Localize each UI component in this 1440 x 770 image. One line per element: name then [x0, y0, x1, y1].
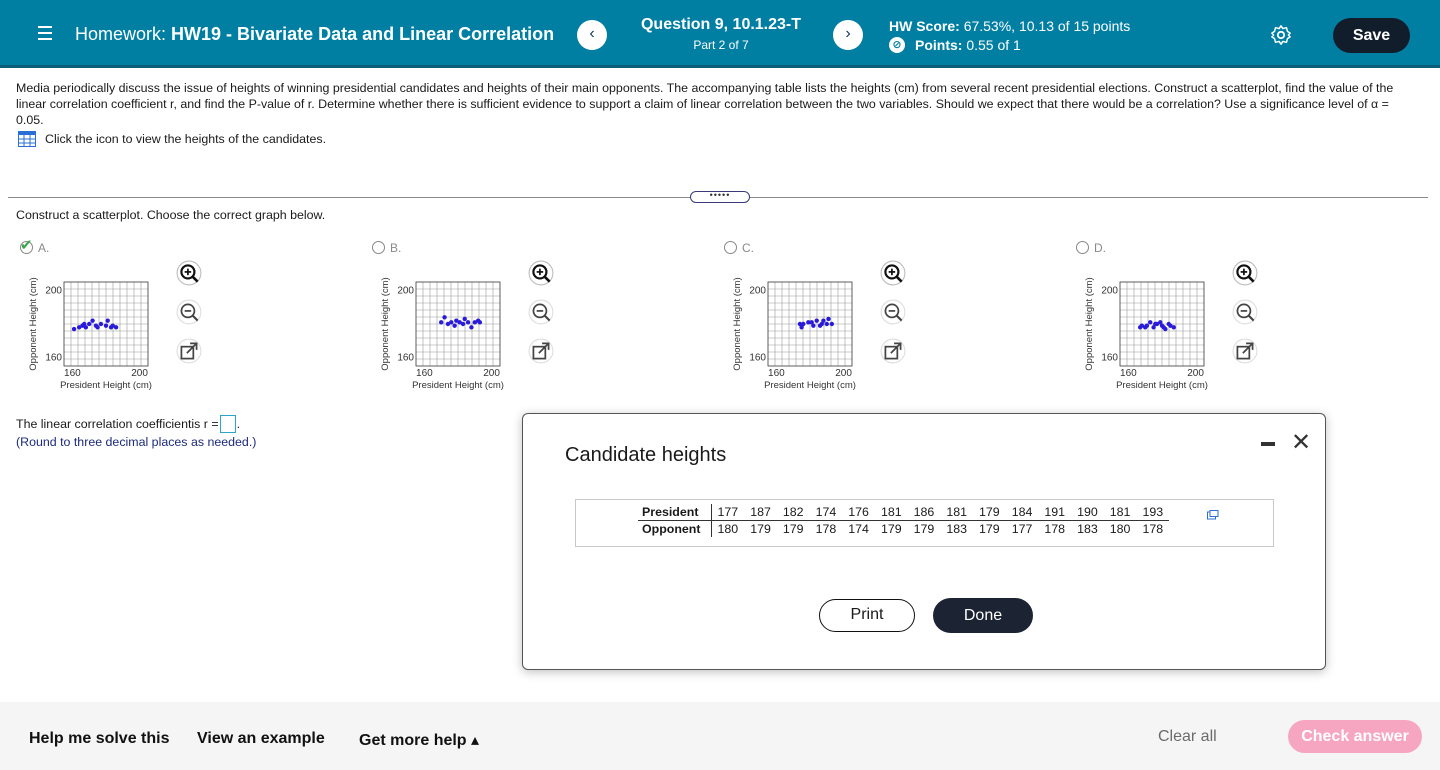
homework-title: [75, 24, 554, 45]
x-tick-label: 200: [483, 368, 500, 379]
zoom-in-icon[interactable]: [176, 260, 202, 286]
plot-tools: [176, 260, 206, 377]
data-point: [1172, 325, 1176, 329]
x-tick-label: 200: [131, 368, 148, 379]
table-cell: 179: [913, 522, 935, 536]
previous-question-button[interactable]: [577, 20, 607, 50]
points-label: Points:: [915, 37, 963, 53]
data-point: [463, 317, 467, 321]
gear-icon[interactable]: [1270, 24, 1292, 46]
table-cell: 178: [815, 522, 837, 536]
option-a[interactable]: [16, 238, 216, 398]
y-tick-label: 160: [45, 352, 62, 364]
top-bar: [0, 0, 1440, 68]
open-external-icon[interactable]: [528, 338, 554, 364]
x-tick-label: 160: [1120, 368, 1137, 379]
option-c[interactable]: [720, 238, 920, 398]
next-question-button[interactable]: [833, 20, 863, 50]
plot-tools: [1232, 260, 1262, 377]
data-point: [95, 325, 99, 329]
hw-score-label: HW Score:: [889, 18, 960, 34]
open-external-icon[interactable]: [880, 338, 906, 364]
data-point: [439, 320, 443, 324]
view-table-text[interactable]: Click the icon to view the heights of the candidates.: [45, 132, 327, 146]
get-more-help-link[interactable]: Get more help ▴: [359, 732, 480, 749]
data-point: [72, 327, 76, 331]
table-cell: 184: [1006, 504, 1039, 521]
table-cell: 183: [946, 522, 967, 536]
data-point: [99, 322, 103, 326]
president-row: [638, 504, 1169, 521]
x-tick-label: 160: [416, 368, 433, 379]
data-point: [826, 317, 830, 321]
x-axis-label: President Height (cm): [412, 380, 504, 391]
homework-name: HW19 - Bivariate Data and Linear Correlation: [171, 24, 555, 44]
y-tick-label: 200: [397, 285, 414, 297]
opponent-label: Opponent: [638, 521, 711, 538]
close-icon[interactable]: ✕: [1291, 429, 1312, 456]
data-point: [1148, 320, 1152, 324]
table-cell: 178: [1044, 522, 1066, 536]
r-suffix: .: [236, 417, 241, 431]
opponent-row: [638, 521, 1169, 538]
data-point: [461, 322, 465, 326]
y-axis-label: Opponent Height (cm): [380, 277, 391, 371]
open-external-icon[interactable]: [176, 338, 202, 364]
option-d[interactable]: [1072, 238, 1272, 398]
hw-score-value: 67.53%, 10.13 of 15 points: [963, 18, 1131, 34]
plot-tools: [528, 260, 558, 377]
data-point: [801, 322, 805, 326]
chevron-left-icon: ‹: [589, 25, 595, 42]
table-cell: 193: [1136, 504, 1169, 521]
table-cell: 176: [842, 504, 875, 521]
table-cell: 186: [908, 504, 941, 521]
data-point: [821, 318, 825, 322]
table-cell: 177: [711, 504, 744, 521]
table-cell: 179: [979, 522, 1000, 536]
x-tick-label: 200: [1187, 368, 1204, 379]
table-cell: 180: [717, 522, 739, 536]
table-cell: 182: [777, 504, 810, 521]
minimize-icon[interactable]: [1261, 442, 1275, 446]
table-cell: 180: [1109, 522, 1131, 536]
r-answer-line: [16, 415, 240, 433]
zoom-out-icon[interactable]: [528, 299, 554, 325]
done-button[interactable]: Done: [933, 598, 1033, 633]
data-point: [442, 315, 446, 319]
table-cell: 174: [810, 504, 843, 521]
zoom-out-icon[interactable]: [1232, 299, 1258, 325]
footer-bar: [0, 702, 1440, 770]
scatterplot: [720, 260, 870, 395]
y-tick-label: 160: [397, 352, 414, 364]
data-point: [114, 325, 118, 329]
question-part: Part 2 of 7: [693, 38, 749, 52]
x-axis-label: President Height (cm): [60, 380, 152, 391]
question-text: Media periodically discuss the issue of heights of winning presidential candidates and heights of their main opponents. The accompanying table lists the heights (cm) from several recent presidential elections. Construct a scatterplot, find the value of the linear correlation coefficient r, and find the P-value of r. Determine whether there is sufficient evidence to support a claim of linear correlation between the two variables. Should we expect that there would be a correlation? Use a significance level of α = 0.05.: [16, 81, 1394, 127]
help-me-solve-link[interactable]: Help me solve this: [29, 730, 170, 747]
plot-tools: [880, 260, 910, 377]
data-point: [478, 320, 482, 324]
view-table-link[interactable]: [18, 131, 326, 147]
data-point: [87, 322, 91, 326]
data-point: [90, 318, 94, 322]
table-cell: 187: [744, 504, 777, 521]
data-point: [449, 320, 453, 324]
option-b[interactable]: [368, 238, 568, 398]
zoom-in-icon[interactable]: [528, 260, 554, 286]
zoom-out-icon[interactable]: [176, 299, 202, 325]
option-label: A.: [38, 241, 50, 255]
president-label: President: [638, 504, 711, 521]
y-axis-label: Opponent Height (cm): [732, 277, 743, 371]
view-example-link[interactable]: View an example: [197, 730, 325, 747]
scatterplot: [16, 260, 166, 395]
r-input[interactable]: [220, 415, 236, 433]
table-cell: 191: [1038, 504, 1071, 521]
question-info: [632, 16, 810, 52]
resize-handle[interactable]: •••••: [690, 191, 750, 203]
open-external-icon[interactable]: [1232, 338, 1258, 364]
y-tick-label: 160: [749, 352, 766, 364]
question-title: Question 9, 10.1.23-T: [640, 16, 802, 33]
zoom-out-icon[interactable]: [880, 299, 906, 325]
x-tick-label: 200: [835, 368, 852, 379]
heights-table: [638, 504, 1169, 537]
data-point: [830, 322, 834, 326]
data-point: [84, 325, 88, 329]
table-cell: 190: [1071, 504, 1104, 521]
table-grid-icon[interactable]: [18, 131, 36, 147]
table-cell: 181: [875, 504, 908, 521]
data-point: [811, 323, 815, 327]
rounding-note: (Round to three decimal places as needed.): [16, 435, 257, 449]
data-point: [1145, 323, 1149, 327]
option-radio[interactable]: [372, 241, 385, 254]
checkmark-icon: ✔: [20, 237, 33, 254]
heights-table-frame: [575, 499, 1274, 547]
y-axis-label: Opponent Height (cm): [28, 277, 39, 371]
points-value: 0.55 of 1: [966, 37, 1021, 53]
table-cell: 177: [1011, 522, 1033, 536]
scatterplot-instruction: Construct a scatterplot. Choose the correct graph below.: [16, 208, 326, 222]
x-axis-label: President Height (cm): [1116, 380, 1208, 391]
x-tick-label: 160: [768, 368, 785, 379]
x-tick-label: 160: [64, 368, 81, 379]
option-radio[interactable]: [1076, 241, 1089, 254]
option-radio[interactable]: [724, 241, 737, 254]
copy-icon[interactable]: [1207, 510, 1219, 520]
table-cell: 174: [848, 522, 869, 536]
check-answer-button[interactable]: Check answer: [1288, 720, 1422, 753]
y-tick-label: 200: [1101, 285, 1118, 297]
points-badge-icon: ⊘: [889, 37, 905, 53]
clear-all-button[interactable]: Clear all: [1158, 728, 1217, 745]
option-label: D.: [1094, 241, 1106, 255]
zoom-in-icon[interactable]: [1232, 260, 1258, 286]
table-cell: 183: [1077, 522, 1098, 536]
score-info: [889, 18, 1130, 53]
dialog-title: Candidate heights: [565, 444, 727, 466]
data-point: [105, 318, 109, 322]
table-cell: 179: [973, 504, 1006, 521]
data-point: [452, 323, 456, 327]
zoom-in-icon[interactable]: [880, 260, 906, 286]
r-prefix: The linear correlation coefficientis r =: [16, 417, 219, 431]
print-button[interactable]: Print: [819, 599, 915, 632]
data-point: [815, 318, 819, 322]
table-cell: 179: [782, 522, 804, 536]
scatterplot: [368, 260, 518, 395]
x-axis-label: President Height (cm): [764, 380, 856, 391]
candidate-heights-dialog: [522, 413, 1326, 670]
chevron-right-icon: ›: [845, 25, 851, 42]
data-point: [1163, 327, 1167, 331]
data-point: [104, 323, 108, 327]
table-cell: 179: [880, 522, 902, 536]
menu-icon[interactable]: [38, 26, 52, 40]
y-tick-label: 160: [1101, 352, 1118, 364]
option-label: C.: [742, 241, 754, 255]
y-tick-label: 200: [749, 285, 766, 297]
y-axis-label: Opponent Height (cm): [1084, 277, 1095, 371]
option-label: B.: [390, 241, 402, 255]
save-button[interactable]: Save: [1333, 18, 1410, 53]
table-cell: 178: [1142, 522, 1164, 536]
data-point: [825, 322, 829, 326]
y-tick-label: 200: [45, 285, 62, 297]
table-cell: 181: [940, 504, 973, 521]
homework-prefix: Homework:: [75, 24, 167, 44]
table-cell: 181: [1104, 504, 1137, 521]
table-cell: 179: [750, 522, 771, 536]
scatterplot: [1072, 260, 1222, 395]
data-point: [469, 325, 473, 329]
data-point: [466, 320, 470, 324]
